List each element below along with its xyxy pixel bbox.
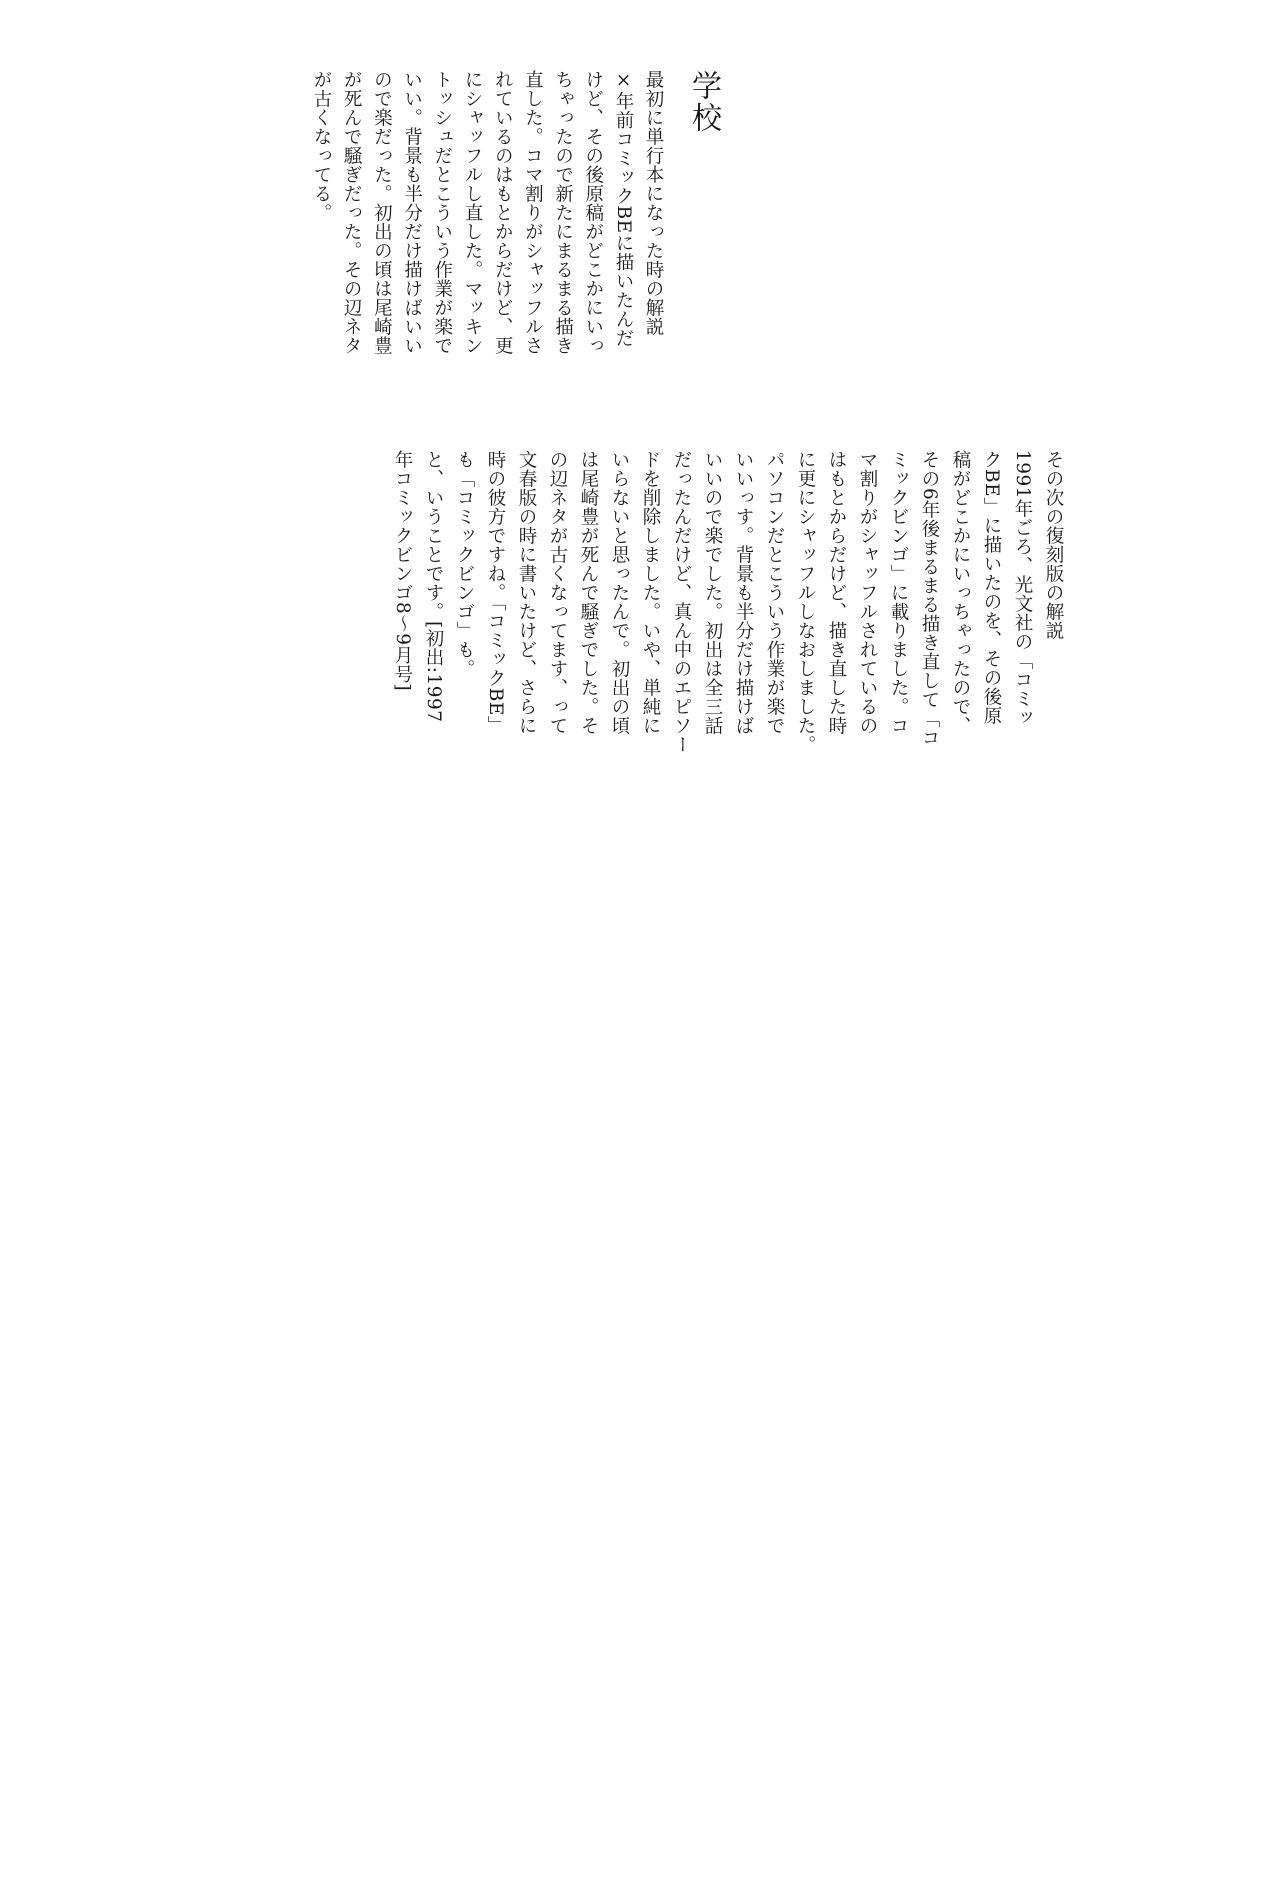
text-line: に更にシャッフルしなおしました。 <box>795 450 816 754</box>
text-line: だったんだけど、真ん中のエピソー <box>671 450 692 754</box>
text-line: 直した。コマ割りがシャッフルさ <box>522 70 544 355</box>
section-reprint <box>387 450 1068 810</box>
text-line: いらないと思ったんで。初出の頃 <box>609 450 630 735</box>
section-title: 学校 <box>686 70 721 134</box>
text-line: いいっす。背景も半分だけ描けば <box>733 450 754 735</box>
text-line: 年コミックビンゴ8〜9月号] <box>392 450 413 692</box>
text-line: と、いうことです。[初出:1997 <box>423 450 444 723</box>
text-line: その6年後まるまる描き直して「コ <box>919 450 940 748</box>
text-line: けど、その後原稿がどこかにいっ <box>582 70 604 355</box>
text-line: 文春版の時に書いたけど、さらに <box>516 450 537 735</box>
text-line: トッシュだとこういう作業が楽で <box>431 70 453 355</box>
text-line: れているのはもとからだけど、更 <box>492 70 514 355</box>
subheading-first-edition: 最初に単行本になった時の解説 <box>643 70 664 336</box>
text-line: ×年前コミックBEに描いたんだ <box>613 70 634 348</box>
text-line: ミックビンゴ」に載りました。コ <box>888 450 909 735</box>
text-line: 稿がどこかにいっちゃったので、 <box>950 450 971 735</box>
text-line: いい。背景も半分だけ描けばいい <box>401 70 423 355</box>
text-line: 1991年ごろ、光文社の「コミッ <box>1012 450 1033 728</box>
text-line: マ割りがシャッフルされているの <box>857 450 878 735</box>
text-line: 時の彼方ですね。「コミックBE」 <box>485 450 506 735</box>
subheading-reprint: その次の復刻版の解説 <box>1043 450 1064 640</box>
text-line: はもとからだけど、描き直した時 <box>826 450 847 735</box>
section-school <box>306 70 720 450</box>
text-line: の辺ネタが古くなってます、って <box>547 450 568 735</box>
text-line: ドを削除しました。いや、単純に <box>640 450 661 735</box>
text-line: は尾崎豊が死んで騒ぎでした。そ <box>578 450 599 735</box>
text-line: が古くなってる。 <box>310 70 332 222</box>
text-line: ので楽だった。初出の頃は尾崎豊 <box>371 70 393 355</box>
text-line: ちゃったので新たにまるまる描き <box>552 70 574 355</box>
text-line: パソコンだとこういう作業が楽で <box>764 450 785 735</box>
text-line: が死んで騒ぎだった。その辺ネタ <box>341 70 363 355</box>
text-line: クBE」に描いたのを、その後原 <box>981 450 1002 726</box>
text-line: いいので楽でした。初出は全三話 <box>702 450 723 735</box>
text-line: にシャッフルし直した。マッキン <box>461 70 483 355</box>
text-line: も「コミックビンゴ」も。 <box>454 450 475 678</box>
